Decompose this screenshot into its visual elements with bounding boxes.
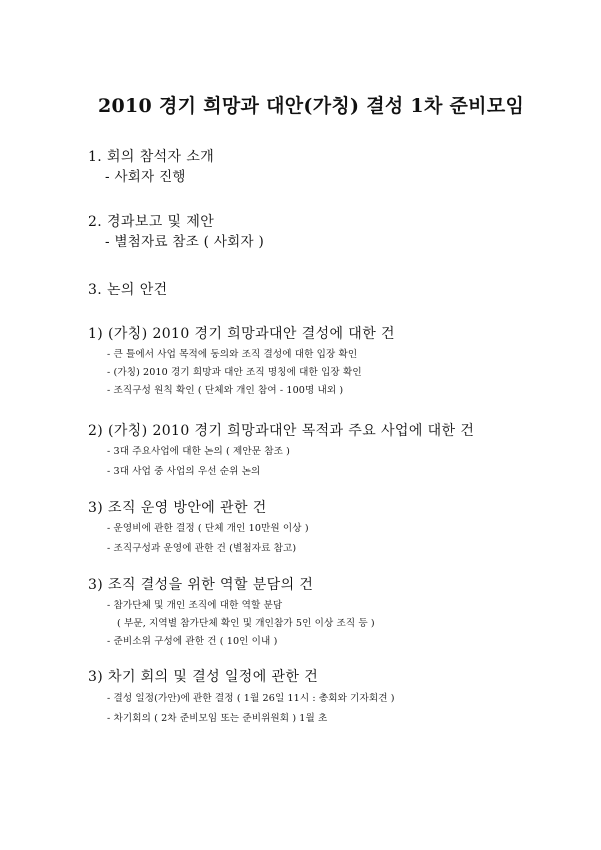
- agenda-item: - 조직구성 원칙 확인 ( 단체와 개인 참여 - 100명 내외 ): [107, 385, 344, 396]
- agenda-item: - 차기회의 ( 2차 준비모임 또는 준비위원회 ) 1월 초: [107, 713, 328, 724]
- agenda-item: - 참가단체 및 개인 조직에 대한 역할 분담: [107, 600, 283, 611]
- section-heading: 2. 경과보고 및 제안: [88, 214, 215, 230]
- agenda-item: - 큰 틀에서 사업 목적에 동의와 조직 결성에 대한 입장 확인: [107, 349, 358, 360]
- section-item: - 사회자 진행: [105, 169, 186, 185]
- agenda-item: - 조직구성과 운영에 관한 건 (별첨자료 참고): [107, 543, 297, 554]
- agenda-heading: 3) 조직 결성을 위한 역할 분담의 건: [88, 577, 314, 593]
- agenda-heading: 1) (가칭) 2010 경기 희망과대안 결성에 대한 건: [88, 326, 395, 342]
- section-heading: 1. 회의 참석자 소개: [88, 149, 215, 165]
- agenda-item: - 준비소위 구성에 관한 건 ( 10인 이내 ): [107, 636, 278, 647]
- agenda-item: - 3대 사업 중 사업의 우선 순위 논의: [107, 466, 261, 477]
- document-title: 2010 경기 희망과 대안(가칭) 결성 1차 준비모임: [98, 95, 525, 117]
- agenda-heading: 2) (가칭) 2010 경기 희망과대안 목적과 주요 사업에 대한 건: [88, 423, 475, 439]
- agenda-item: - 운영비에 관한 결정 ( 단체 개인 10만원 이상 ): [107, 523, 309, 534]
- section-heading: 3. 논의 안건: [88, 282, 168, 298]
- agenda-heading: 3) 차기 회의 및 결성 일정에 관한 건: [88, 669, 319, 685]
- agenda-item: - (가칭) 2010 경기 희망과 대안 조직 명칭에 대한 입장 확인: [107, 367, 362, 378]
- section-item: - 별첨자료 참조 ( 사회자 ): [105, 234, 265, 250]
- agenda-item: - 3대 주요사업에 대한 논의 ( 제안문 참조 ): [107, 446, 290, 457]
- agenda-item: - 결성 일정(가안)에 관한 결정 ( 1월 26일 11시 : 총회와 기자회견 ): [107, 693, 395, 704]
- agenda-item: ( 부문, 지역별 참가단체 확인 및 개인참가 5인 이상 조직 등 ): [117, 618, 375, 629]
- agenda-heading: 3) 조직 운영 방안에 관한 건: [88, 500, 267, 516]
